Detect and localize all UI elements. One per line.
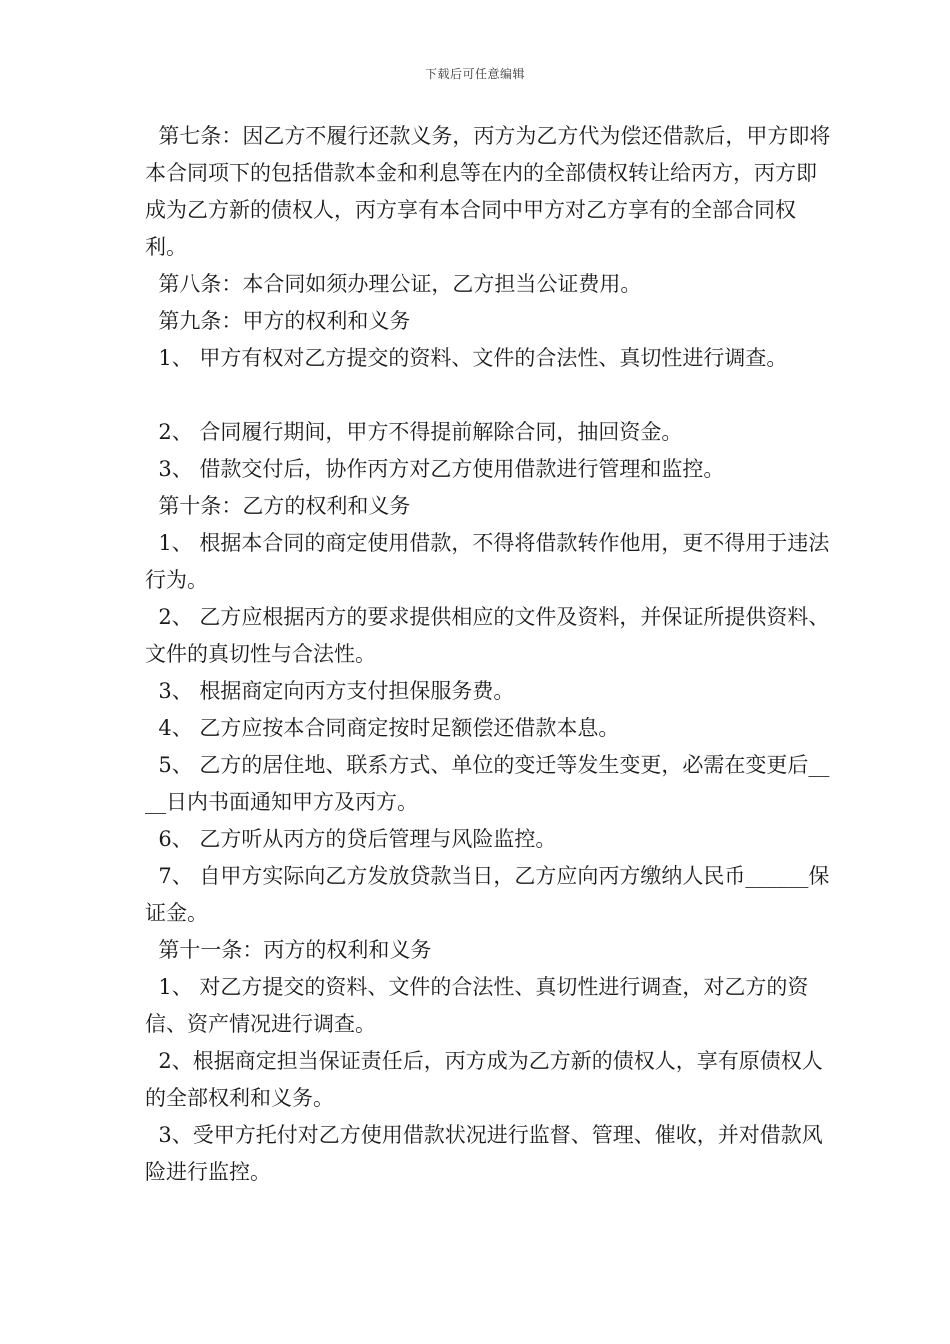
article-10-item-1: 1、 根据本合同的商定使用借款，不得将借款转作他用，更不得用于违法行为。 xyxy=(145,531,830,592)
article-9-item-1: 1、 甲方有权对乙方提交的资料、文件的合法性、真切性进行调查。 xyxy=(145,346,788,370)
article-10-title: 第十条：乙方的权利和义务 xyxy=(145,494,411,518)
article-8: 第八条：本合同如须办理公证，乙方担当公证费用。 xyxy=(145,272,642,296)
article-10-item-4: 4、 乙方应按本合同商定按时足额偿还借款本息。 xyxy=(145,716,620,740)
page-header: 下载后可任意编辑 xyxy=(424,67,525,81)
article-10-item-2: 2、 乙方应根据丙方的要求提供相应的文件及资料，并保证所提供资料、文件的真切性与合法性。 xyxy=(145,605,830,666)
article-10-item-6: 6、 乙方听从丙方的贷后管理与风险监控。 xyxy=(145,827,557,851)
article-10-item-7: 7、 自甲方实际向乙方发放贷款当日，乙方应向丙方缴纳人民币______保证金。 xyxy=(145,864,830,925)
article-9-item-3: 3、 借款交付后，协作丙方对乙方使用借款进行管理和监控。 xyxy=(145,457,725,481)
document-body xyxy=(145,118,835,1191)
article-10-item-5: 5、 乙方的居住地、联系方式、单位的变迁等发生变更，必需在变更后____日内书面通知甲方及丙方。 xyxy=(145,753,830,814)
article-11-item-2: 2、根据商定担当保证责任后，丙方成为乙方新的债权人，享有原债权人的全部权利和义务。 xyxy=(145,1049,823,1110)
article-11-title: 第十一条：丙方的权利和义务 xyxy=(145,938,432,962)
article-10-item-3: 3、 根据商定向丙方支付担保服务费。 xyxy=(145,679,515,703)
article-7: 第七条：因乙方不履行还款义务，丙方为乙方代为偿还借款后，甲方即将本合同项下的包括借款本金和利息等在内的全部债权转让给丙方，丙方即成为乙方新的债权人，丙方享有本合同中甲方对乙方享有的全部合同权利。 xyxy=(145,124,831,259)
article-9-title: 第九条：甲方的权利和义务 xyxy=(145,309,411,333)
article-11-item-1: 1、 对乙方提交的资料、文件的合法性、真切性进行调查，对乙方的资信、资产情况进行调查。 xyxy=(145,975,809,1036)
article-11-item-3: 3、受甲方托付对乙方使用借款状况进行监督、管理、催收，并对借款风险进行监控。 xyxy=(145,1123,823,1184)
article-9-item-2: 2、 合同履行期间，甲方不得提前解除合同，抽回资金。 xyxy=(145,420,683,444)
